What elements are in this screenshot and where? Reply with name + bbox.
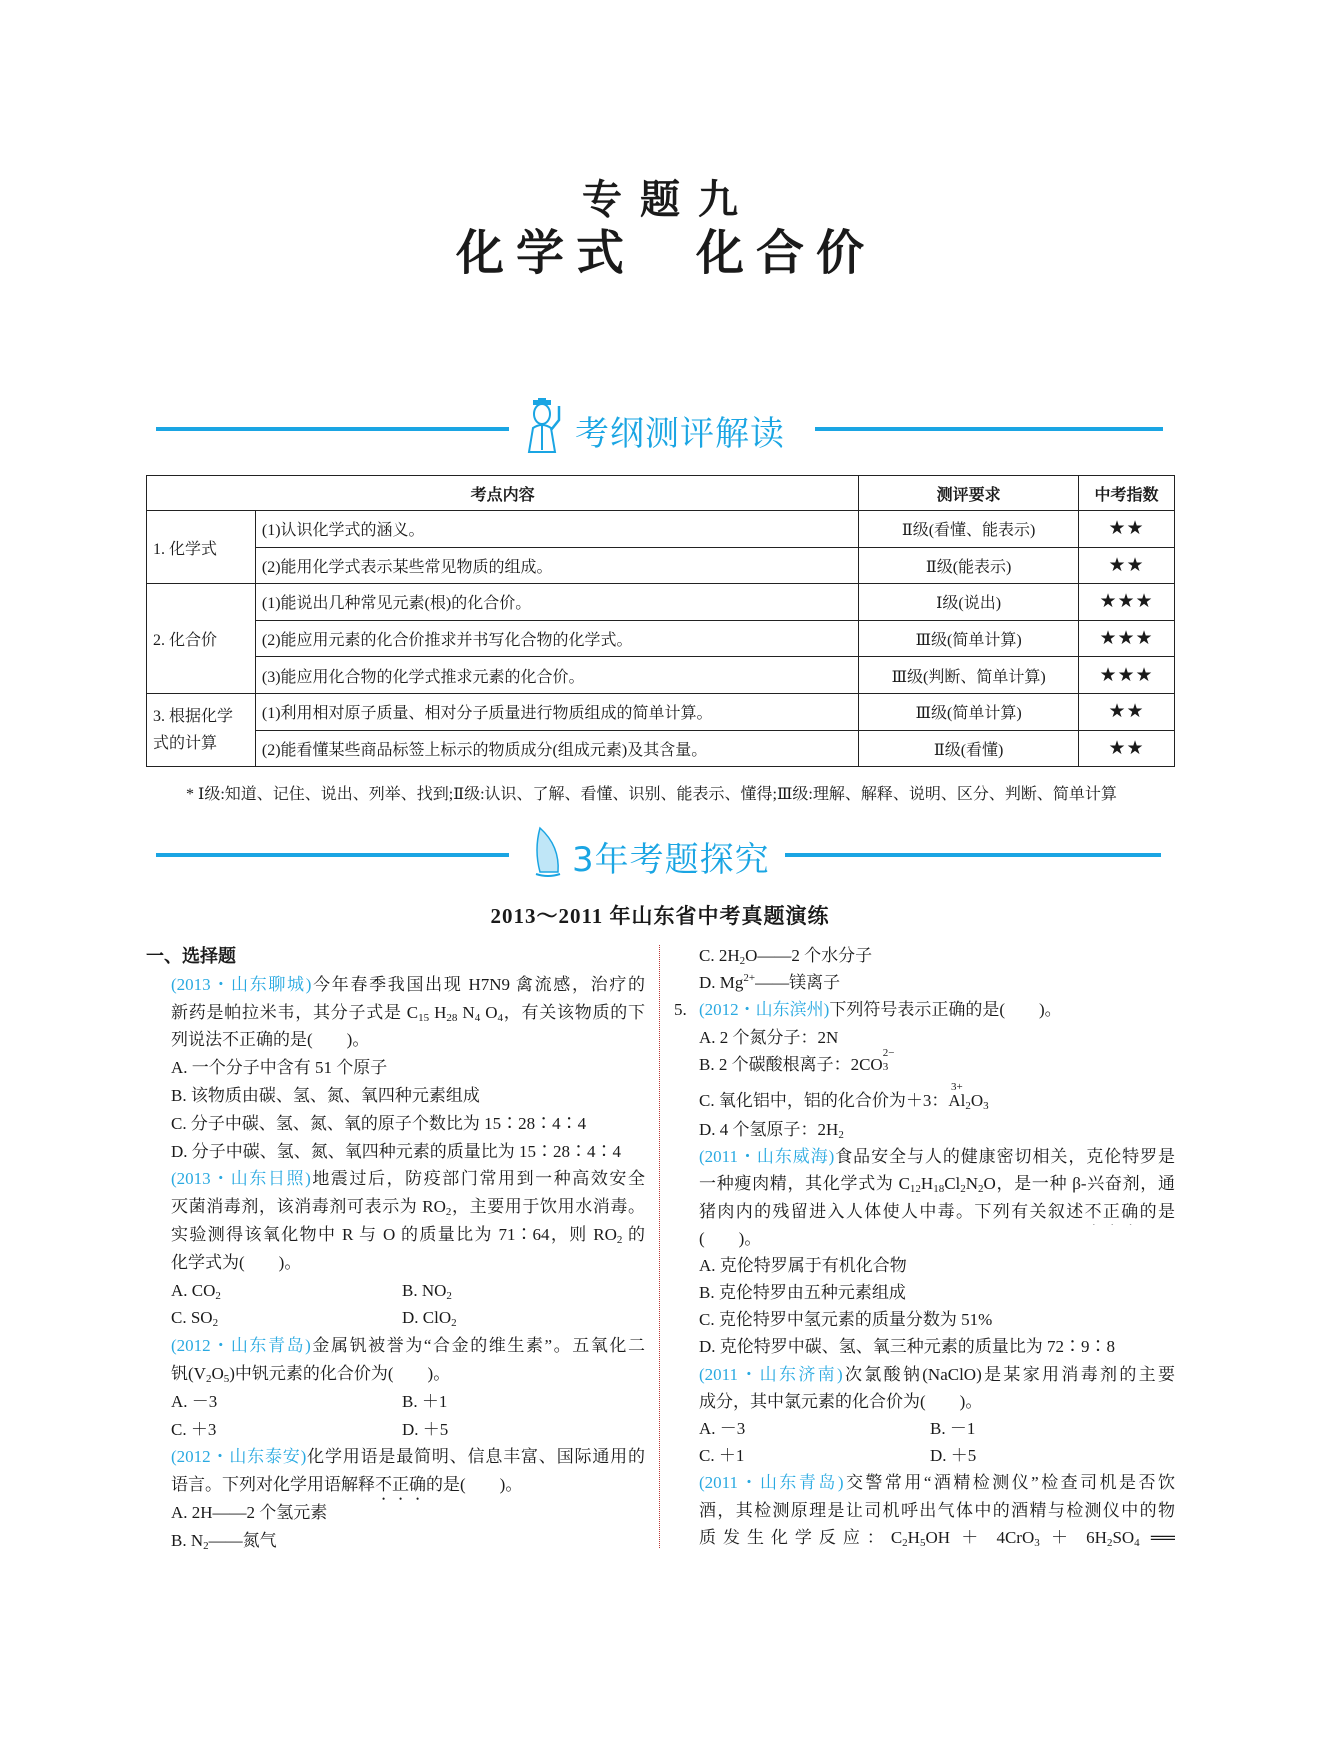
option-row: [171, 1277, 645, 1305]
subscript: 2: [838, 1128, 844, 1141]
category-cell: 3. 根据化学式的计算: [147, 693, 256, 766]
text-segment: ——氮气: [208, 1530, 277, 1550]
subscript: 15: [418, 1011, 430, 1024]
option-row: [699, 1442, 1175, 1469]
text-segment: 钒(V: [171, 1363, 206, 1383]
option-row: [699, 1415, 1175, 1442]
category-cell: 1. 化学式: [147, 511, 256, 584]
text-segment: 地震过后，防疫部门常用到一种高效安全: [310, 1169, 645, 1189]
syllabus-table: [146, 475, 1175, 767]
text-segment: C. 克伦特罗中氢元素的质量分数为 51%: [699, 1310, 993, 1330]
source-tag: (2011・山东威海): [699, 1147, 835, 1167]
question-line: [699, 1078, 1175, 1116]
star-rating: ★★: [1079, 730, 1175, 767]
source-tag: (2011・山东济南): [699, 1364, 843, 1384]
element-symbol: Al: [948, 1090, 966, 1110]
subscript: 3: [882, 1060, 889, 1073]
text-segment: O: [211, 1363, 224, 1383]
text-segment: B. NO: [402, 1280, 447, 1300]
text-segment: B. 克伦特罗由五种元素组成: [699, 1283, 906, 1303]
text-segment: D. ClO: [402, 1308, 452, 1328]
text-segment: B. －1: [930, 1419, 976, 1438]
text-segment: C. 分子中碳、氢、氮、氧的原子个数比为 15∶28∶4∶4: [171, 1113, 587, 1133]
question-line: [699, 1225, 1175, 1252]
text-segment: A. 2 个氮分子：2N: [699, 1027, 839, 1047]
text-segment: O，是一种 β-兴奋剂，通: [983, 1174, 1175, 1194]
subscript: 2: [616, 1233, 623, 1246]
answer-option: [402, 1304, 457, 1332]
text-segment: 金属钒被誉为“合金的维生素”。五氧化二: [310, 1336, 645, 1356]
requirement-cell: Ⅲ级(判断、简单计算): [859, 657, 1079, 694]
text-segment: H: [429, 1002, 447, 1022]
option-row: [171, 1416, 645, 1444]
subscript: 2: [215, 1289, 221, 1302]
level-footnote: * Ⅰ级:知道、记住、说出、列举、找到;Ⅱ级:认识、了解、看懂、识别、能表示、懂得;Ⅲ级:理解、解释、说明、区分、判断、简单计算: [186, 786, 1117, 803]
source-tag: (2011・山东青岛): [699, 1473, 844, 1493]
question-line: [171, 1110, 645, 1138]
subscript: 2: [445, 1206, 452, 1219]
option-row: [171, 1388, 645, 1416]
question-line: [699, 1024, 1175, 1051]
sail-icon: [530, 826, 564, 882]
text-segment: D. Mg: [699, 973, 744, 993]
text-segment: )中钒元素的化合价为( )。: [229, 1363, 451, 1383]
subscript: 2: [978, 1183, 984, 1196]
text-segment: A. －3: [699, 1419, 746, 1438]
content-cell: (2)能看懂某些商品标签上标示的物质成分(组成元素)及其含量。: [255, 730, 858, 767]
answer-option: [402, 1388, 447, 1416]
question-stem: [699, 1143, 1175, 1170]
table-header-row: [147, 476, 1175, 511]
valence-label: 3+: [948, 1080, 966, 1093]
table-row: [147, 547, 1175, 584]
column-divider: [659, 945, 660, 1548]
answer-option: [171, 1281, 221, 1300]
text-segment: ＋ 6H: [1039, 1527, 1107, 1547]
content-cell: (1)利用相对原子质量、相对分子质量进行物质组成的简单计算。: [255, 693, 858, 730]
question-line: [699, 1116, 1175, 1143]
subscript: 2: [212, 1317, 219, 1330]
text-segment: C. ＋1: [699, 1446, 745, 1466]
requirement-cell: Ⅱ级(能表示): [859, 547, 1079, 584]
question-stem: [171, 1332, 645, 1360]
question-line: [171, 1249, 645, 1277]
text-segment: 交警常用“酒精检测仪”检查司机是否饮: [843, 1473, 1175, 1493]
text-segment: 化学用语是最简明、信息丰富、国际通用的: [306, 1447, 645, 1467]
content-cell: (2)能应用元素的化合价推求并书写化合物的化学式。: [255, 620, 858, 657]
text-segment: 实验测得该氧化物中 R 与 O 的质量比为 71∶64，则 RO: [171, 1224, 617, 1244]
subscript: 2: [960, 1183, 966, 1196]
answer-option: [699, 1419, 745, 1438]
text-segment: 下列符号表示正确的是( )。: [829, 1000, 1062, 1020]
subscript: 2: [203, 1539, 209, 1552]
question-line: [699, 1198, 1175, 1225]
question-line: [171, 1471, 645, 1499]
question-stem: [171, 1165, 645, 1193]
question-stem: [699, 1361, 1175, 1388]
text-segment: H: [920, 1174, 934, 1194]
topic-number: 专题九: [582, 177, 756, 223]
subscript: 5: [223, 1372, 230, 1385]
text-segment: 猪肉内的残留进入人体使人中毒。下列有关叙述: [699, 1201, 1085, 1221]
star-rating: ★★: [1079, 511, 1175, 548]
subscript: 28: [446, 1011, 458, 1024]
text-segment: 一种瘦肉精，其化学式为 C: [699, 1174, 910, 1194]
superscript: 2+: [743, 972, 756, 985]
source-tag: (2012・山东青岛): [171, 1336, 311, 1356]
section-header-exams: [0, 830, 1320, 880]
section-header-syllabus: [0, 404, 1320, 454]
divider-line: [156, 853, 509, 857]
question-stem: [171, 1443, 645, 1471]
right-question-column: [674, 942, 1175, 1551]
text-segment: Cl: [944, 1174, 961, 1194]
text-segment: 今年春季我国出现 H7N9 禽流感，治疗的: [311, 974, 645, 994]
text-segment: 语言。下列对化学用语解释: [171, 1475, 375, 1495]
requirement-cell: Ⅰ级(说出): [859, 584, 1079, 621]
text-segment: ，有关该物质的下: [502, 1002, 645, 1022]
teacher-figure-icon: [521, 398, 569, 454]
answer-option: [402, 1277, 452, 1305]
text-segment: 一、选择题: [146, 946, 236, 967]
source-tag: (2013・山东日照): [171, 1169, 311, 1189]
answer-option: [402, 1416, 448, 1444]
requirement-cell: Ⅱ级(看懂): [859, 730, 1079, 767]
subscript: 3: [1034, 1536, 1040, 1549]
question-line: [171, 1193, 645, 1221]
text-segment: 的是: [1139, 1201, 1175, 1221]
emphasized-text: 不正确: [1084, 1201, 1140, 1221]
emphasized-text: 不正确: [375, 1475, 426, 1495]
text-segment: C. ＋3: [171, 1419, 217, 1439]
superscript: 2−: [882, 1046, 895, 1059]
star-rating: ★★★: [1079, 657, 1175, 694]
star-rating: ★★: [1079, 693, 1175, 730]
answer-option: [171, 1308, 219, 1330]
subscript: 5: [919, 1536, 926, 1549]
text-segment: C. 2H: [699, 946, 740, 965]
text-segment: OH ＋ 4CrO: [925, 1527, 1035, 1547]
question-line: [699, 1524, 1175, 1551]
text-segment: ══: [1139, 1527, 1175, 1547]
text-segment: 次氯酸钠(NaClO)是某家用消毒剂的主要: [842, 1364, 1175, 1384]
text-segment: D. 4 个氢原子：2H: [699, 1119, 839, 1139]
exercise-subtitle: 2013～2011 年山东省中考真题演练: [490, 904, 830, 928]
content-cell: (1)认识化学式的涵义。: [255, 511, 858, 548]
valence-notation: [948, 1080, 966, 1110]
text-segment: ( )。: [699, 1228, 762, 1248]
text-segment: A. 一个分子中含有 51 个原子: [171, 1058, 388, 1078]
requirement-cell: Ⅱ级(看懂、能表示): [859, 511, 1079, 548]
table-row: [147, 730, 1175, 767]
table-row: [147, 657, 1175, 694]
text-segment: C. SO: [171, 1308, 213, 1328]
text-segment: O: [480, 1002, 498, 1022]
subscript: 2: [739, 955, 746, 967]
answer-option: [171, 1420, 216, 1439]
question-line: [171, 1054, 645, 1082]
category-cell: 2. 化合价: [147, 584, 256, 694]
question-stem: [674, 996, 1175, 1023]
text-segment: C. 氧化铝中，铝的化合价为＋3：: [699, 1090, 949, 1110]
option-row: [171, 1304, 645, 1332]
source-tag: (2013・山东聊城): [171, 974, 312, 994]
divider-line: [815, 427, 1163, 431]
question-line: [699, 1046, 1175, 1078]
question-line: [699, 1279, 1175, 1306]
source-tag: (2012・山东滨州): [699, 1000, 830, 1020]
column-header: 考点内容: [147, 476, 859, 511]
question-line: [171, 1026, 645, 1054]
subscript: 2: [902, 1536, 908, 1549]
text-segment: O: [970, 1090, 984, 1110]
content-cell: (1)能说出几种常见元素(根)的化合价。: [255, 584, 858, 621]
text-segment: 灭菌消毒剂，该消毒剂可表示为 RO: [171, 1197, 446, 1217]
question-line: [699, 1252, 1175, 1279]
subscript: 4: [474, 1011, 481, 1024]
subscript: 2: [446, 1289, 452, 1302]
question-line: [699, 1333, 1175, 1360]
answer-option: [930, 1442, 976, 1469]
star-rating: ★★★: [1079, 620, 1175, 657]
table-row: [147, 620, 1175, 657]
text-segment: 酒，其检测原理是让司机呼出气体中的酒精与检测仪中的物: [699, 1500, 1175, 1520]
text-segment: N: [457, 1002, 475, 1022]
question-line: [699, 1497, 1175, 1524]
star-rating: ★★★: [1079, 584, 1175, 621]
text-segment: D. 分子中碳、氢、氮、氧四种元素的质量比为 15∶28∶4∶4: [171, 1141, 622, 1161]
section-heading: [146, 943, 645, 971]
text-segment: 食品安全与人的健康密切相关，克伦特罗是: [834, 1147, 1175, 1167]
text-segment: ，主要用于饮用水消毒。: [451, 1197, 645, 1217]
text-segment: A. 克伦特罗属于有机化合物: [699, 1255, 907, 1275]
question-line: [699, 1170, 1175, 1197]
answer-option: [171, 1392, 217, 1411]
text-segment: H: [907, 1527, 920, 1547]
section-title: 考纲测评解读: [575, 414, 785, 454]
subscript: 3: [983, 1099, 989, 1112]
subscript: 2: [451, 1317, 457, 1330]
table-row: [147, 584, 1175, 621]
subscript: 18: [933, 1183, 945, 1196]
requirement-cell: Ⅲ级(简单计算): [859, 620, 1079, 657]
text-segment: A. －3: [171, 1391, 218, 1411]
text-segment: D. 克伦特罗中碳、氢、氧三种元素的质量比为 72∶9∶8: [699, 1337, 1116, 1357]
question-line: [699, 1388, 1175, 1415]
subscript: 2: [965, 1099, 971, 1112]
section-title: 3年考题探究: [572, 840, 770, 880]
question-stem: [171, 971, 645, 999]
subscript: 2: [1106, 1536, 1113, 1549]
text-segment: 新药是帕拉米韦，其分子式是 C: [171, 1002, 419, 1022]
question-stem: [699, 1469, 1175, 1496]
text-segment: 成分，其中氯元素的化合价为( )。: [699, 1391, 983, 1411]
text-segment: D. ＋5: [930, 1446, 977, 1466]
text-segment: 质发生化学反应：C: [699, 1527, 903, 1547]
subscript: 2: [205, 1372, 212, 1385]
question-line: [171, 1360, 645, 1388]
requirement-cell: Ⅲ级(简单计算): [859, 693, 1079, 730]
subscript: 4: [497, 1011, 503, 1024]
text-segment: B. 该物质由碳、氢、氮、氧四种元素组成: [171, 1085, 480, 1105]
question-line: [171, 1138, 645, 1166]
divider-line: [156, 427, 509, 431]
column-header: 测评要求: [859, 476, 1079, 511]
text-segment: 化学式为( )。: [171, 1252, 302, 1272]
content-cell: (3)能应用化合物的化学式推求元素的化合价。: [255, 657, 858, 694]
text-segment: B. ＋1: [402, 1391, 448, 1411]
divider-line: [785, 853, 1161, 857]
charge-notation: [882, 1046, 897, 1073]
text-segment: ——镁离子: [755, 973, 841, 993]
question-line: [699, 1306, 1175, 1333]
question-line: [171, 999, 645, 1027]
answer-option: [699, 1446, 744, 1465]
table-row: [147, 511, 1175, 548]
left-question-column: [146, 943, 645, 1555]
question-line: [699, 969, 1175, 996]
column-header: 中考指数: [1079, 476, 1175, 511]
subscript: 4: [1134, 1536, 1140, 1549]
question-line: [171, 1527, 645, 1555]
question-number: 5.: [674, 1000, 687, 1020]
text-segment: 的: [622, 1224, 645, 1244]
page-title: 化学式 化合价: [455, 225, 876, 281]
text-segment: 列说法不正确的是( )。: [171, 1030, 370, 1050]
subscript: 12: [909, 1183, 921, 1196]
text-segment: B. N: [171, 1530, 204, 1550]
source-tag: (2012・山东泰安): [171, 1447, 307, 1467]
text-segment: A. CO: [171, 1280, 216, 1300]
text-segment: D. ＋5: [402, 1419, 449, 1439]
text-segment: N: [965, 1174, 979, 1194]
question-line: [171, 1082, 645, 1110]
question-line: [171, 1499, 645, 1527]
answer-option: [930, 1415, 975, 1442]
text-segment: SO: [1112, 1527, 1135, 1547]
text-segment: O——2 个水分子: [745, 946, 873, 965]
text-segment: 的是( )。: [426, 1475, 523, 1495]
table-row: [147, 693, 1175, 730]
star-rating: ★★: [1079, 547, 1175, 584]
content-cell: (2)能用化学式表示某些常见物质的组成。: [255, 547, 858, 584]
question-line: [171, 1221, 645, 1249]
text-segment: B. 2 个碳酸根离子：2CO: [699, 1054, 883, 1074]
question-line: [699, 942, 1175, 969]
text-segment: A. 2H——2 个氢元素: [171, 1502, 328, 1522]
